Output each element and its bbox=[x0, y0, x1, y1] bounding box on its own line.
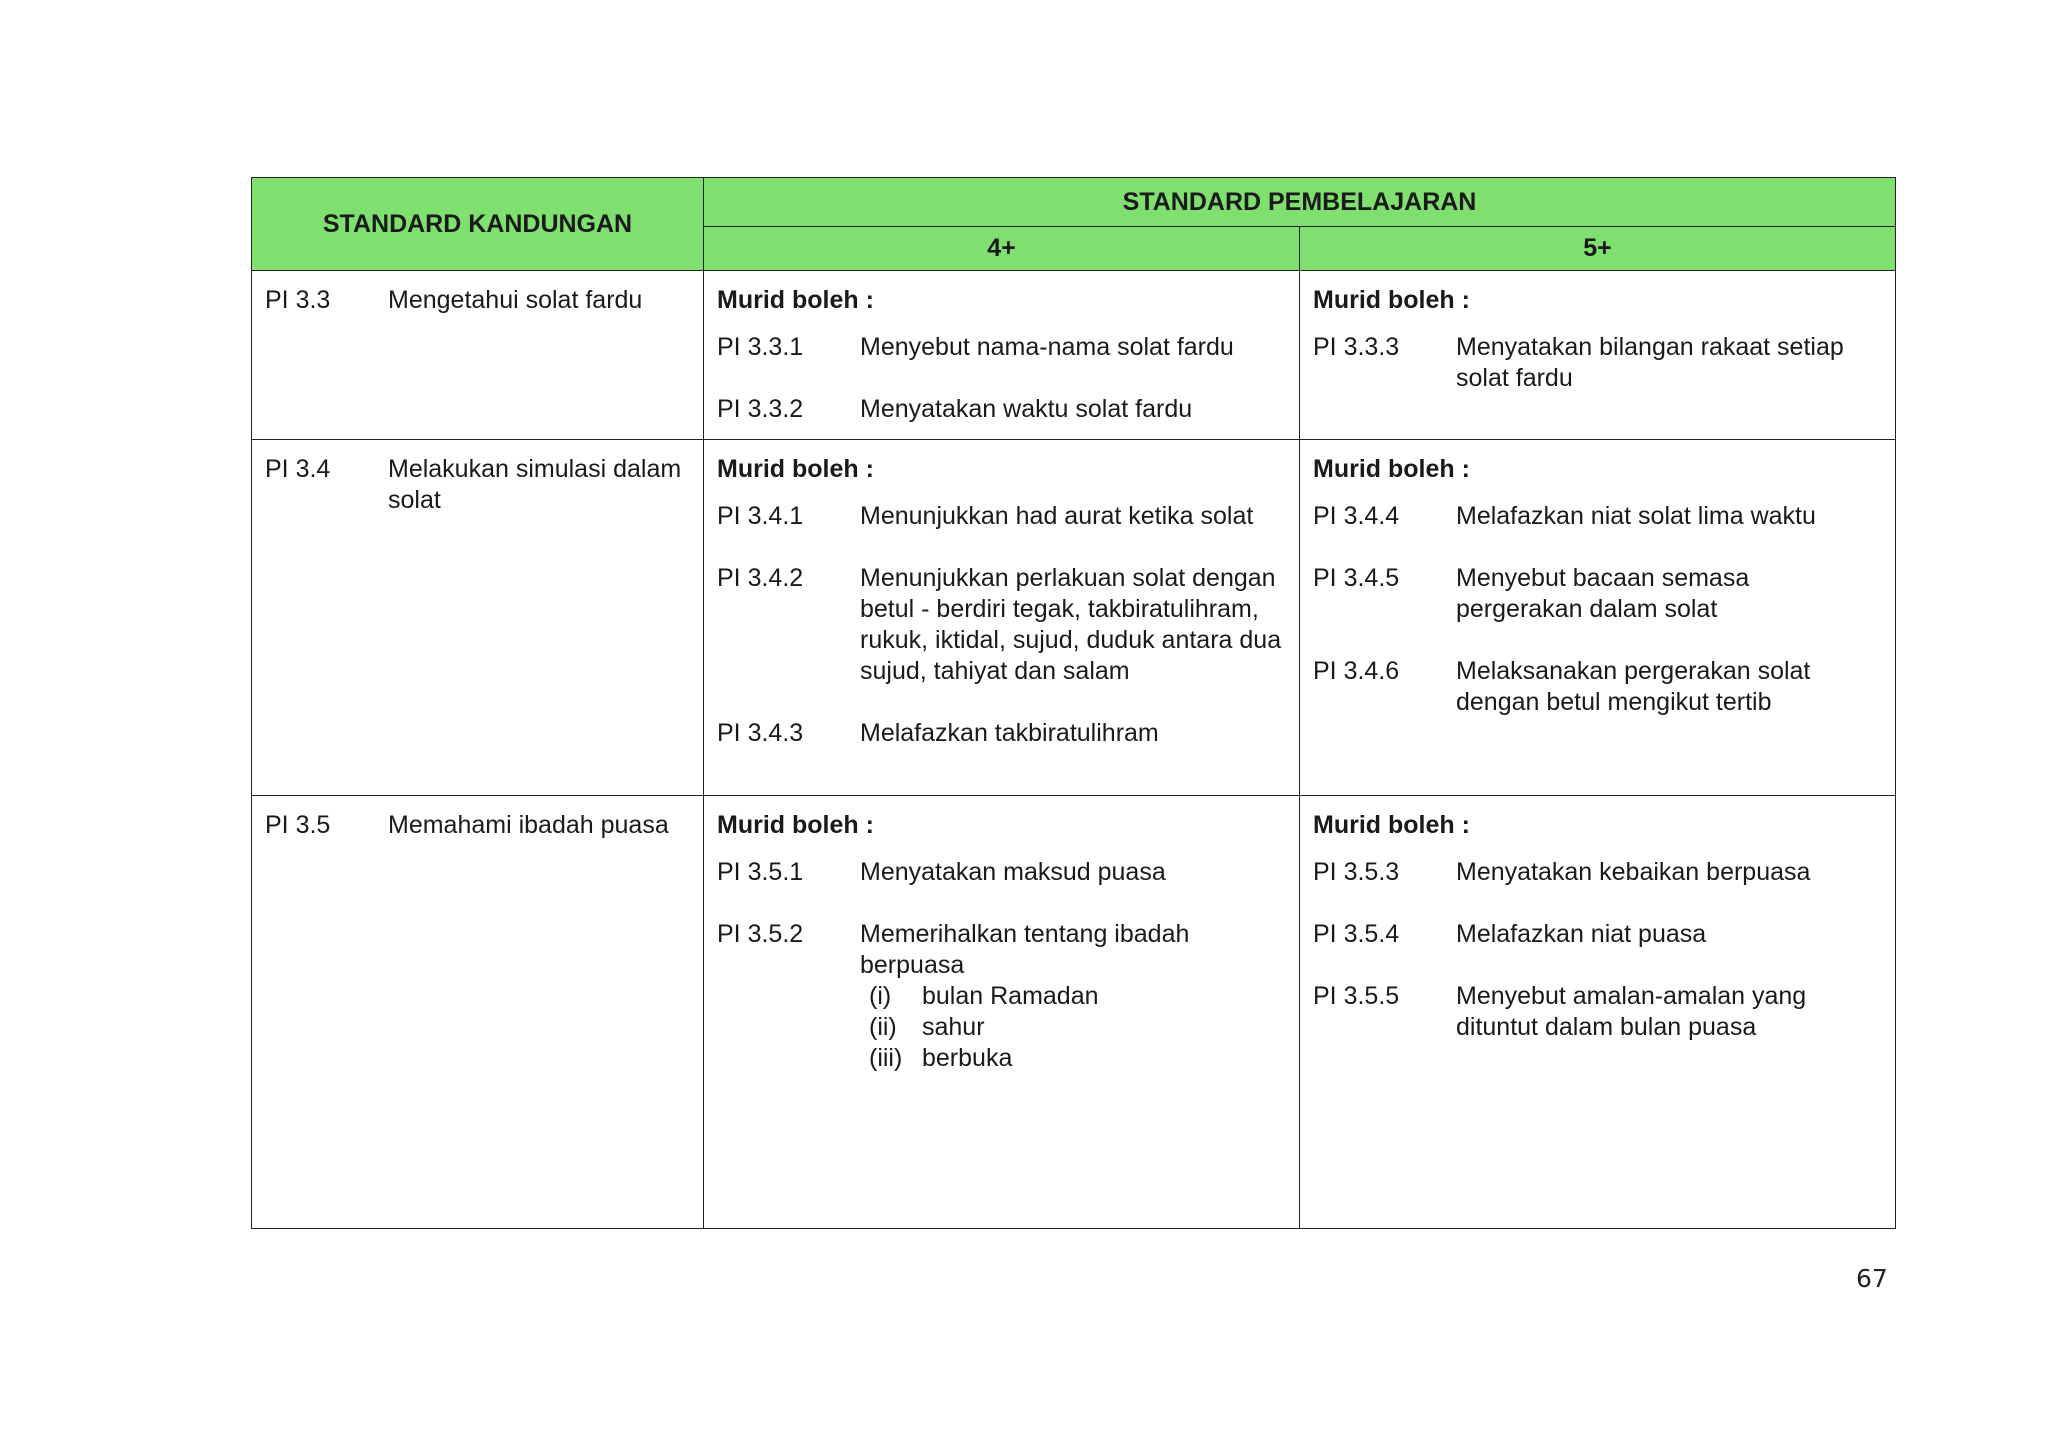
sub-list bbox=[860, 981, 1286, 1074]
page-number: 67 bbox=[1856, 1264, 1888, 1293]
sub-item-text: bulan Ramadan bbox=[922, 982, 1099, 1010]
murid-label: Murid boleh : bbox=[1313, 286, 1470, 314]
kandungan-text: Melakukan simulasi dalam solat bbox=[388, 455, 682, 514]
sub-list-item bbox=[860, 981, 1286, 1012]
item-text: Melafazkan takbiratulihram bbox=[860, 719, 1159, 747]
list-item bbox=[1313, 501, 1882, 532]
item-code: PI 3.4.1 bbox=[717, 502, 804, 530]
kandungan-cell bbox=[252, 796, 704, 1229]
sub-item-number: (ii) bbox=[869, 1013, 897, 1041]
list-item bbox=[717, 332, 1286, 363]
list-item bbox=[1313, 919, 1882, 950]
kandungan-text: Memahami ibadah puasa bbox=[388, 811, 669, 839]
sub-item-text: berbuka bbox=[922, 1044, 1013, 1072]
list-item bbox=[1313, 656, 1882, 718]
item-code: PI 3.5.1 bbox=[717, 858, 804, 886]
item-code: PI 3.5.2 bbox=[717, 920, 804, 948]
header-col-5: 5+ bbox=[1300, 227, 1896, 271]
item-text: Menyebut nama-nama solat fardu bbox=[860, 333, 1234, 361]
header-standard-pembelajaran: STANDARD PEMBELAJARAN bbox=[704, 178, 1896, 227]
item-text: Melaksanakan pergerakan solat dengan betul mengikut tertib bbox=[1456, 657, 1811, 716]
item-code: PI 3.3.3 bbox=[1313, 333, 1400, 361]
pembelajaran-5-cell bbox=[1300, 796, 1896, 1229]
list-item bbox=[717, 501, 1286, 532]
item-text: Menyatakan waktu solat fardu bbox=[860, 395, 1193, 423]
table-row bbox=[252, 271, 1896, 440]
item-code: PI 3.4.6 bbox=[1313, 657, 1400, 685]
sub-item-text: sahur bbox=[922, 1013, 985, 1041]
list-item bbox=[717, 857, 1286, 888]
list-item bbox=[717, 718, 1286, 749]
item-text: Menunjukkan perlakuan solat dengan betul - berdiri tegak, takbiratulihram, rukuk, iktidal, sujud, duduk antara dua sujud, tahiyat dan salam bbox=[860, 564, 1282, 685]
kandungan-code: PI 3.3 bbox=[265, 286, 331, 314]
item-code: PI 3.3.1 bbox=[717, 333, 804, 361]
kandungan-cell bbox=[252, 271, 704, 440]
item-code: PI 3.3.2 bbox=[717, 395, 804, 423]
kandungan-cell bbox=[252, 440, 704, 796]
item-code: PI 3.4.5 bbox=[1313, 564, 1400, 592]
item-code: PI 3.5.3 bbox=[1313, 858, 1400, 886]
murid-label: Murid boleh : bbox=[717, 811, 874, 839]
item-text: Melafazkan niat puasa bbox=[1456, 920, 1707, 948]
list-item bbox=[717, 563, 1286, 687]
list-item bbox=[717, 394, 1286, 425]
murid-label: Murid boleh : bbox=[717, 286, 874, 314]
list-item bbox=[717, 919, 1286, 1074]
sub-item-number: (iii) bbox=[869, 1044, 903, 1072]
item-code: PI 3.5.5 bbox=[1313, 982, 1400, 1010]
curriculum-table bbox=[251, 177, 1896, 1229]
item-text: Menyebut bacaan semasa pergerakan dalam solat bbox=[1456, 564, 1750, 623]
header-standard-kandungan: STANDARD KANDUNGAN bbox=[252, 178, 704, 271]
kandungan-code: PI 3.4 bbox=[265, 455, 331, 483]
header-col-4: 4+ bbox=[704, 227, 1300, 271]
kandungan-text: Mengetahui solat fardu bbox=[388, 286, 643, 314]
pembelajaran-4-cell bbox=[704, 796, 1300, 1229]
item-text: Menunjukkan had aurat ketika solat bbox=[860, 502, 1254, 530]
pembelajaran-4-cell bbox=[704, 271, 1300, 440]
item-text: Menyatakan bilangan rakaat setiap solat fardu bbox=[1456, 333, 1844, 392]
item-text: Menyatakan kebaikan berpuasa bbox=[1456, 858, 1811, 886]
item-text: Memerihalkan tentang ibadah berpuasa bbox=[860, 920, 1190, 979]
kandungan-code: PI 3.5 bbox=[265, 811, 331, 839]
murid-label: Murid boleh : bbox=[717, 455, 874, 483]
item-text: Menyatakan maksud puasa bbox=[860, 858, 1166, 886]
list-item bbox=[1313, 563, 1882, 625]
pembelajaran-5-cell bbox=[1300, 271, 1896, 440]
item-text: Menyebut amalan-amalan yang dituntut dalam bulan puasa bbox=[1456, 982, 1807, 1041]
item-code: PI 3.4.2 bbox=[717, 564, 804, 592]
sub-item-number: (i) bbox=[869, 982, 892, 1010]
pembelajaran-4-cell bbox=[704, 440, 1300, 796]
list-item bbox=[1313, 857, 1882, 888]
table-row bbox=[252, 796, 1896, 1229]
item-code: PI 3.5.4 bbox=[1313, 920, 1400, 948]
item-code: PI 3.4.3 bbox=[717, 719, 804, 747]
murid-label: Murid boleh : bbox=[1313, 455, 1470, 483]
item-code: PI 3.4.4 bbox=[1313, 502, 1400, 530]
list-item bbox=[1313, 332, 1882, 394]
pembelajaran-5-cell bbox=[1300, 440, 1896, 796]
table-row bbox=[252, 440, 1896, 796]
list-item bbox=[1313, 981, 1882, 1043]
sub-list-item bbox=[860, 1012, 1286, 1043]
sub-list-item bbox=[860, 1043, 1286, 1074]
murid-label: Murid boleh : bbox=[1313, 811, 1470, 839]
item-text: Melafazkan niat solat lima waktu bbox=[1456, 502, 1816, 530]
